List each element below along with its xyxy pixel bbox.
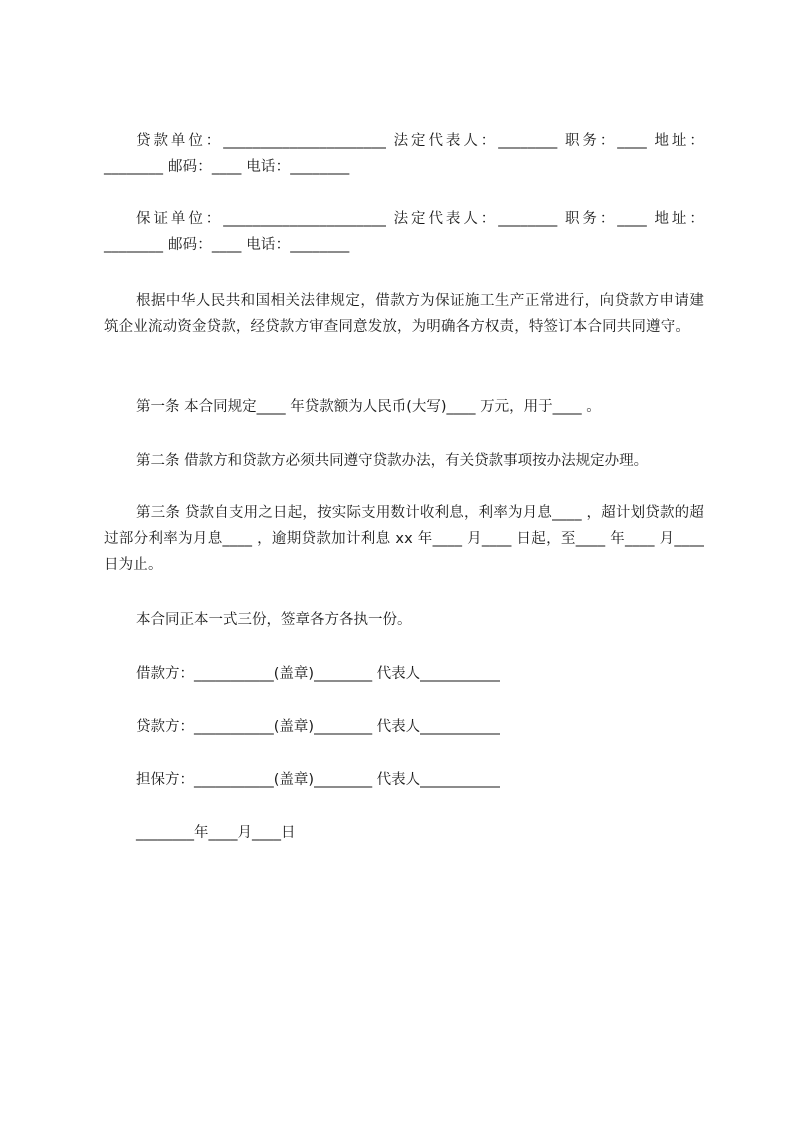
borrower-signature-line: 借款方：___________(盖章)________ 代表人___________ xyxy=(136,666,500,682)
article-2: 第二条 借款方和贷款方必须共同遵守贷款办法，有关贷款事项按办法规定办理。 xyxy=(136,453,649,469)
guarantor-signature-line: 担保方：___________(盖章)________ 代表人___________ xyxy=(136,772,500,788)
guarantor-info-block: 保证单位：______________________ 法定代表人：________ 职务：____ 地址：________ 邮码：____ 电话：________ xyxy=(104,211,704,253)
article-1: 第一条 本合同规定____ 年贷款额为人民币(大写)____ 万元，用于____ 。 xyxy=(136,399,601,415)
copies-note: 本合同正本一式三份，签章各方各执一份。 xyxy=(136,612,412,628)
lender-signature-line: 贷款方：___________(盖章)________ 代表人___________ xyxy=(136,719,500,735)
contract-preamble: 根据中华人民共和国相关法律规定，借款方为保证施工生产正常进行，向贷款方申请建筑企业流动资金贷款，经贷款方审查同意发放，为明确各方权责，特签订本合同共同遵守。 xyxy=(104,293,704,335)
lender-info-block: 贷款单位：______________________ 法定代表人：________ 职务：____ 地址：________ 邮码：____ 电话：________ xyxy=(104,133,704,175)
article-3: 第三条 贷款自支用之日起，按实际支用数计收利息，利率为月息____ ，超计划贷款的超过部分利率为月息____ ，逾期贷款加计利息 xx 年____ 月____ 日起，至____ 年____ 月____ 日为止。 xyxy=(104,505,709,573)
date-line: ________年____月____日 xyxy=(136,825,296,841)
